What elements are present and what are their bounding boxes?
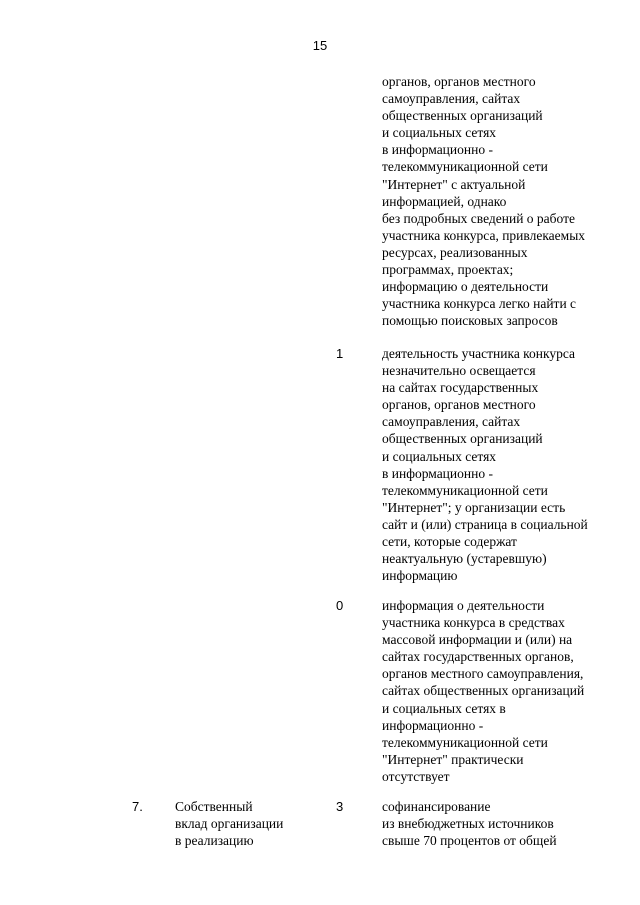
description-line: информацию bbox=[382, 568, 458, 584]
criterion-line: в реализацию bbox=[175, 833, 254, 848]
item-number: 7. bbox=[132, 799, 143, 814]
description-line: органов, органов местного bbox=[382, 74, 536, 89]
description-cell bbox=[382, 597, 632, 785]
description-line: телекоммуникационной сети bbox=[382, 482, 548, 498]
description-line: из внебюджетных источников bbox=[382, 816, 554, 832]
score-cell: 3 bbox=[336, 799, 344, 814]
description-line: "Интернет"; у организации есть bbox=[382, 499, 566, 515]
description-line: и социальных сетях bbox=[382, 448, 497, 464]
description-line: сайтах государственных органов, bbox=[382, 649, 574, 665]
page-number: 15 bbox=[312, 38, 328, 53]
description-line: сайт и (или) страница в социальной bbox=[382, 516, 588, 532]
description-line: свыше 70 процентов от общей bbox=[382, 833, 557, 849]
criterion-cell bbox=[175, 798, 315, 849]
description-line: органов, органов местного bbox=[382, 397, 536, 413]
description-line: "Интернет" с актуальной bbox=[382, 176, 526, 192]
description-line: незначительно освещается bbox=[382, 363, 536, 379]
description-line: деятельность участника конкурса bbox=[382, 346, 576, 361]
description-line: телекоммуникационной сети bbox=[382, 734, 548, 750]
description-cell bbox=[382, 73, 632, 329]
description-cell bbox=[382, 798, 632, 849]
description-line: самоуправления, сайтах bbox=[382, 91, 521, 107]
description-line: помощью поисковых запросов bbox=[382, 313, 558, 329]
description-line: информацию о деятельности bbox=[382, 279, 549, 295]
description-line: "Интернет" практически bbox=[382, 751, 524, 767]
description-line: информацией, однако bbox=[382, 193, 507, 209]
description-line: и социальных сетях bbox=[382, 125, 497, 141]
description-line: программах, проектах; bbox=[382, 262, 514, 278]
description-line: и социальных сетях в bbox=[382, 700, 506, 716]
description-line: сайтах общественных организаций bbox=[382, 683, 585, 699]
description-line: телекоммуникационной сети bbox=[382, 159, 548, 175]
description-line: общественных организаций bbox=[382, 431, 543, 447]
description-line: участника конкурса легко найти с bbox=[382, 296, 577, 312]
description-line: самоуправления, сайтах bbox=[382, 414, 521, 430]
description-line: на сайтах государственных bbox=[382, 380, 539, 396]
description-line: в информационно - bbox=[382, 142, 493, 158]
description-line: сети, которые содержат bbox=[382, 534, 517, 550]
description-line: без подробных сведений о работе bbox=[382, 210, 576, 226]
description-line: в информационно - bbox=[382, 465, 493, 481]
description-line: информация о деятельности bbox=[382, 598, 545, 613]
description-line: неактуальную (устаревшую) bbox=[382, 551, 547, 567]
description-line: ресурсах, реализованных bbox=[382, 244, 528, 260]
description-line: участника конкурса в средствах bbox=[382, 615, 565, 631]
score-cell: 0 bbox=[336, 598, 344, 613]
description-line: участника конкурса, привлекаемых bbox=[382, 227, 586, 243]
description-line: отсутствует bbox=[382, 768, 450, 784]
description-line: общественных организаций bbox=[382, 108, 543, 124]
description-line: информационно - bbox=[382, 717, 484, 733]
criterion-line: Собственный bbox=[175, 799, 253, 814]
description-line: органов местного самоуправления, bbox=[382, 666, 584, 682]
description-line: софинансирование bbox=[382, 799, 491, 814]
description-line: массовой информации и (или) на bbox=[382, 632, 573, 648]
score-cell: 1 bbox=[336, 346, 344, 361]
criterion-line: вклад организации bbox=[175, 816, 284, 831]
description-cell bbox=[382, 345, 632, 584]
